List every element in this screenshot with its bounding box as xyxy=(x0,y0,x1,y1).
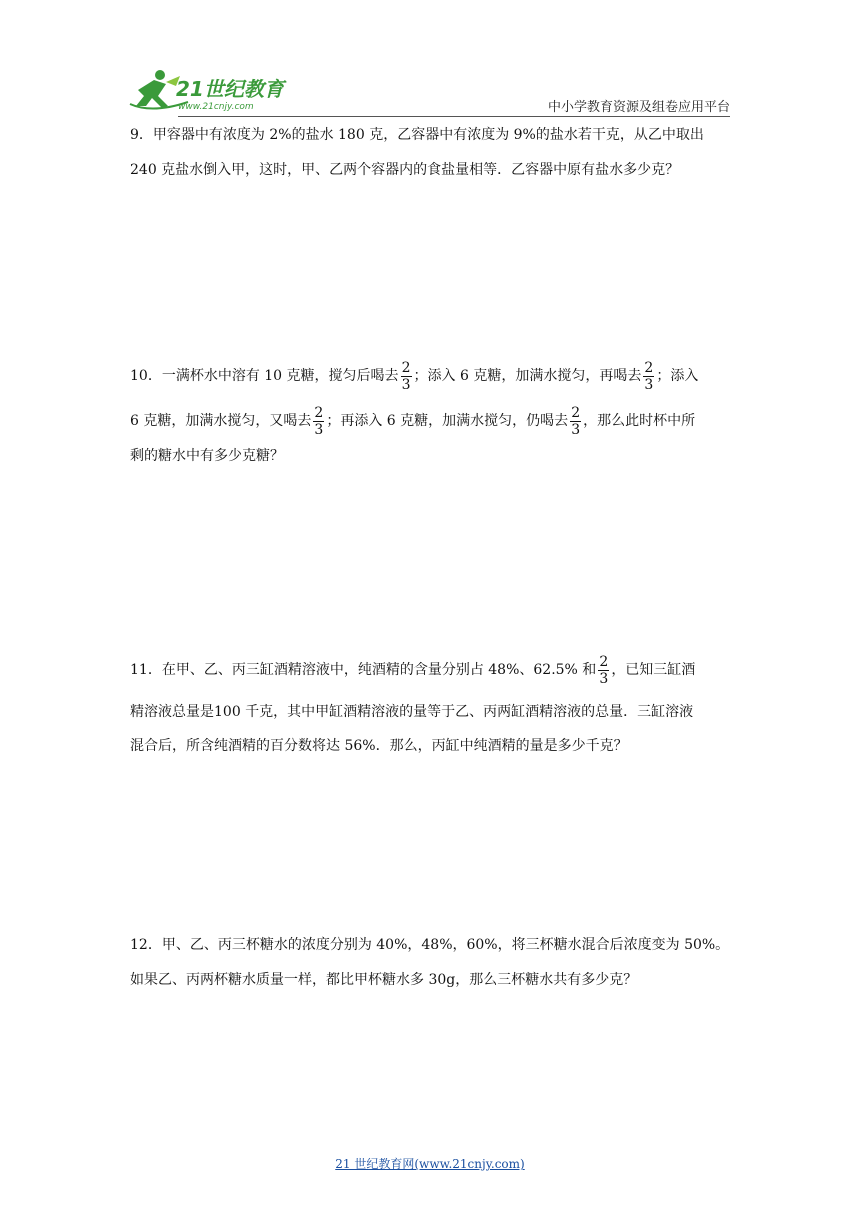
fraction-denominator: 3 xyxy=(599,670,609,687)
q11-line-3: 混合后，所含纯酒精的百分数将达 56%．那么，丙缸中纯酒精的量是多少千克？ xyxy=(130,738,628,754)
q10-line-2 xyxy=(130,401,695,441)
fraction-numerator: 2 xyxy=(314,404,324,421)
footer-link[interactable]: 21 世纪教育网(www.21cnjy.com) xyxy=(335,1157,525,1171)
fraction-two-thirds xyxy=(598,654,609,687)
q10-line-1 xyxy=(130,356,698,396)
q10-text-2a: 6 克糖，加满水搅匀，又喝去 xyxy=(130,413,312,429)
q11-text-1b: ，已知三缸酒 xyxy=(611,662,696,678)
fraction-denominator: 3 xyxy=(401,376,411,393)
q10-text-1c: ；添入 xyxy=(656,368,699,384)
q11-text-1a: 11．在甲、乙、丙三缸酒精溶液中，纯酒精的含量分别占 48%、62.5% 和 xyxy=(130,662,597,678)
q9-line-1: 9．甲容器中有浓度为 2%的盐水 180 克，乙容器中有浓度为 9%的盐水若干克，从乙中取出 xyxy=(130,127,704,143)
fraction-two-thirds xyxy=(401,360,412,393)
site-name: 中小学教育资源及组卷应用平台 xyxy=(547,100,730,115)
logo-url: www.21cnjy.com xyxy=(178,102,254,112)
logo-text: 21世纪教育 xyxy=(176,77,284,101)
q10-text-1b: ；添入 6 克糖，加满水搅匀，再喝去 xyxy=(413,368,642,384)
fraction-denominator: 3 xyxy=(314,421,324,438)
logo-graphic xyxy=(128,66,298,116)
q10-text-2c: ，那么此时杯中所 xyxy=(583,413,696,429)
fraction-denominator: 3 xyxy=(571,421,581,438)
q10-line-3: 剩的糖水中有多少克糖？ xyxy=(130,448,284,464)
q10-text-1a: 10．一满杯水中溶有 10 克糖，搅匀后喝去 xyxy=(130,368,399,384)
q12-line-2: 如果乙、丙两杯糖水质量一样，都比甲杯糖水多 30g，那么三杯糖水共有多少克？ xyxy=(130,972,638,988)
fraction-two-thirds xyxy=(570,405,581,438)
fraction-two-thirds xyxy=(313,405,324,438)
q11-line-2: 精溶液总量是100 千克，其中甲缸酒精溶液的量等于乙、丙两缸酒精溶液的总量．三缸溶液 xyxy=(130,704,694,720)
fraction-two-thirds xyxy=(643,360,654,393)
fraction-numerator: 2 xyxy=(401,359,411,376)
page-header xyxy=(128,66,730,118)
fraction-denominator: 3 xyxy=(644,376,654,393)
q11-line-1 xyxy=(130,650,695,690)
fraction-numerator: 2 xyxy=(644,359,654,376)
fraction-numerator: 2 xyxy=(571,404,581,421)
fraction-numerator: 2 xyxy=(599,653,609,670)
q9-line-2: 240 克盐水倒入甲，这时，甲、乙两个容器内的食盐量相等．乙容器中原有盐水多少克？ xyxy=(130,162,680,178)
q12-line-1: 12．甲、乙、丙三杯糖水的浓度分别为 40%，48%，60%，将三杯糖水混合后浓度变为 50%。 xyxy=(130,937,730,953)
q10-text-2b: ；再添入 6 克糖，加满水搅匀，仍喝去 xyxy=(326,413,569,429)
site-logo[interactable] xyxy=(128,66,298,116)
